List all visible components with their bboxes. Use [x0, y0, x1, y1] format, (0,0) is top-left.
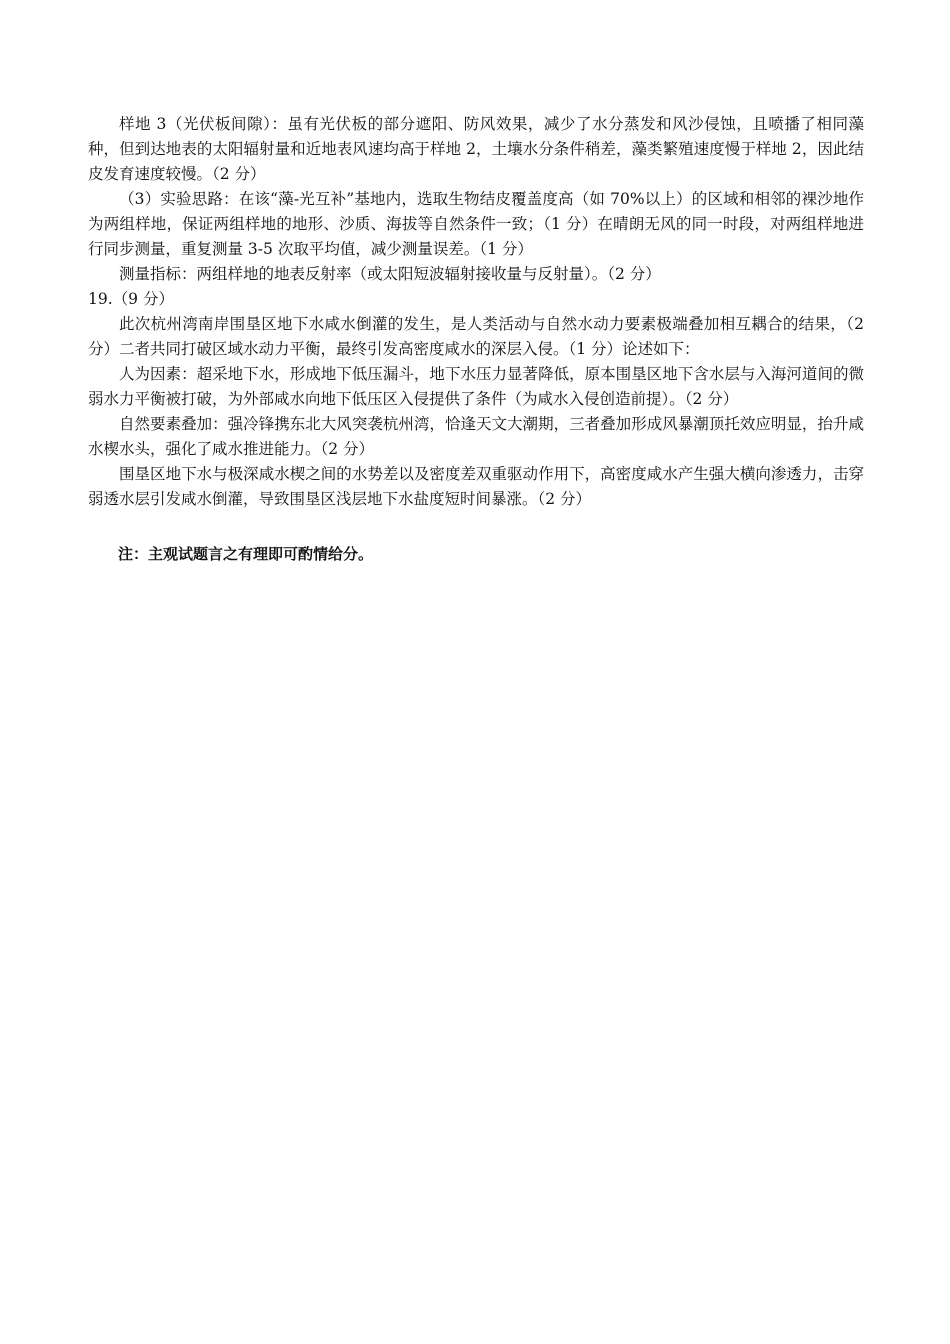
answer-document	[88, 112, 864, 567]
answer-q3-indicator: 测量指标：两组样地的地表反射率（或太阳短波辐射接收量与反射量）。（2 分）	[119, 265, 661, 283]
question-19-header: 19.（9 分）	[88, 290, 174, 308]
answer-q3-idea: （3）实验思路：在该“藻-光互补”基地内，选取生物结皮覆盖度高（如 70%以上）的区域和相邻的裸沙地作为两组样地，保证两组样地的地形、沙质、海拔等自然条件一致；（1 分）在晴朗无风的同一时段，对两组样地进行同步测量，重复测量 3-5 次取平均值，减少测量误差。（1 分）	[88, 190, 864, 258]
answer-plot3: 样地 3（光伏板间隙）：虽有光伏板的部分遮阳、防风效果，减少了水分蒸发和风沙侵蚀，且喷播了相同藻种，但到达地表的太阳辐射量和近地表风速均高于样地 2，土壤水分条件稍差，藻类繁殖速度慢于样地 2，因此结皮发育速度较慢。（2 分）	[88, 115, 864, 183]
answer-q19-result: 围垦区地下水与极深咸水楔之间的水势差以及密度差双重驱动作用下，高密度咸水产生强大横向渗透力，击穿弱透水层引发咸水倒灌，导致围垦区浅层地下水盐度短时间暴涨。（2 分）	[88, 465, 864, 508]
answer-q19-natural-factor: 自然要素叠加：强冷锋携东北大风突袭杭州湾，恰逢天文大潮期，三者叠加形成风暴潮顶托效应明显，抬升咸水楔水头，强化了咸水推进能力。（2 分）	[88, 415, 864, 458]
answer-q19-intro: 此次杭州湾南岸围垦区地下水咸水倒灌的发生，是人类活动与自然水动力要素极端叠加相互耦合的结果，（2 分）二者共同打破区域水动力平衡，最终引发高密度咸水的深层入侵。（1 分）论述如下：	[88, 315, 864, 358]
answer-q19-human-factor: 人为因素：超采地下水，形成地下低压漏斗，地下水压力显著降低，原本围垦区地下含水层与入海河道间的微弱水力平衡被打破，为外部咸水向地下低压区入侵提供了条件（为咸水入侵创造前提）。（2 分）	[88, 365, 864, 408]
grading-note: 注：主观试题言之有理即可酌情给分。	[118, 545, 374, 563]
